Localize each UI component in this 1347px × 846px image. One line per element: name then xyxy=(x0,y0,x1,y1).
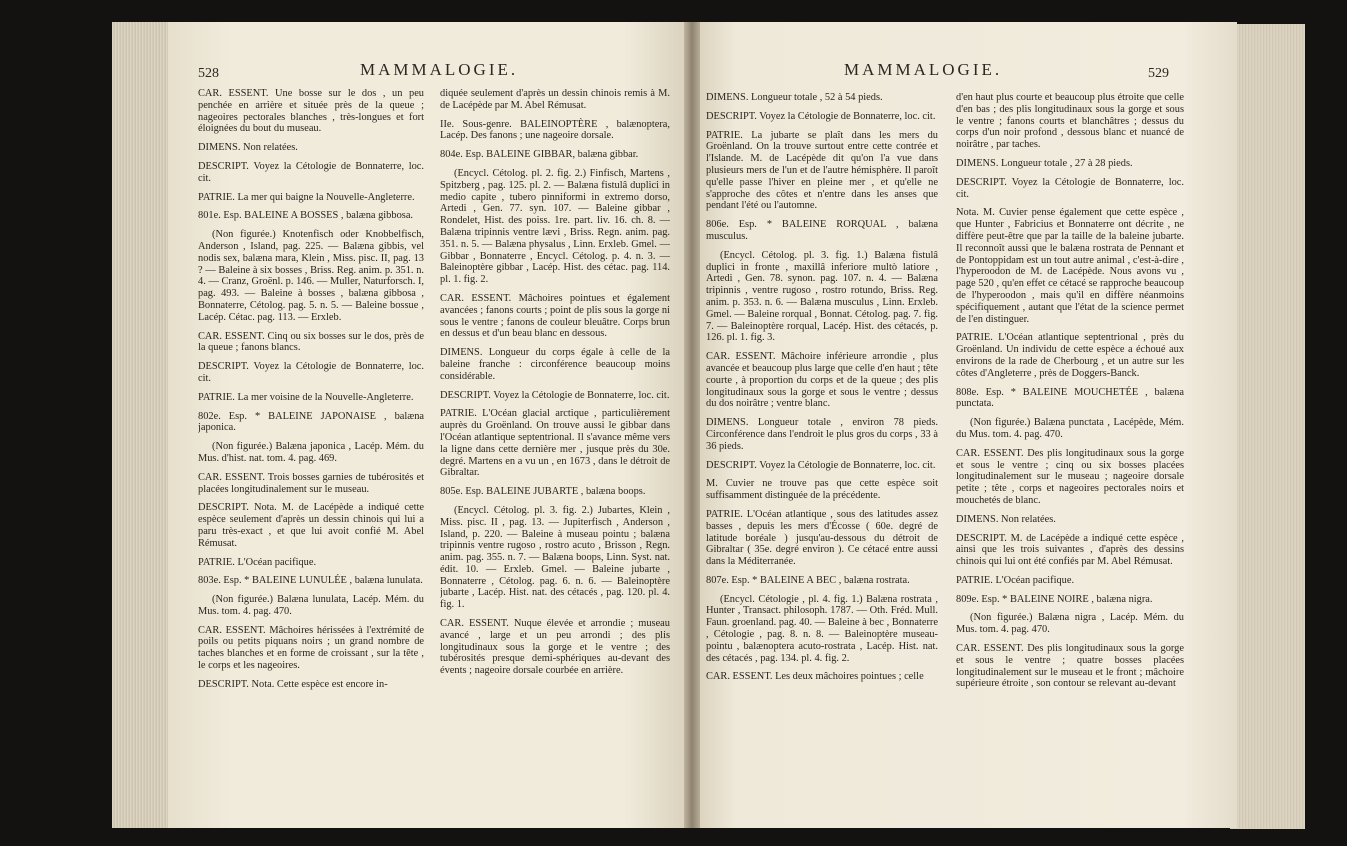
text-paragraph: DIMENS. Longueur du corps égale à celle de la baleine franche : circonférence beaucoup moins considérable. xyxy=(440,347,670,382)
text-paragraph: CAR. ESSENT. Les deux mâchoires pointues ; celle xyxy=(706,671,924,683)
text-paragraph: PATRIE. La mer voisine de la Nouvelle-Angleterre. xyxy=(198,391,414,403)
text-paragraph: PATRIE. L'Océan glacial arctique , particulièrement auprès du Groënland. On trouve aussi le gibbar dans l'Océan atlantique septentrional. Il s'avance même vers la ligne dans cette dernière mer , jusque près du 30e. degré. Martens en a vu un , en 1673 , dans le détroit de Gibraltar. xyxy=(440,408,670,479)
text-paragraph: 808e. Esp. * BALEINE MOUCHETÉE , balæna punctata. xyxy=(956,386,1184,410)
text-paragraph: (Encycl. Cétolog. pl. 2. fig. 2.) Finfisch, Martens , Spitzberg , pag. 125. pl. 2. — Balæna fistulâ duplici in medio capite , tubero pinniformi in extremo dorso, Artedi , Gen. 77. syn. 107. — Baleine gibbar , Rondelet, Hist. des poiss. 1re. part. liv. 16. ch. 8. — Balæna tripinnis ventre lævi , Briss. Regn. anim. pag. 351. n. 5. — Balæna physalus , Linn. Erxleb. Gmel. — Gibbar , Bonnaterre , Encycl. Cétolog. p. 4. n. 3. — Baleinoptère gibbar , Lacép. Hist. des cétac. pag. 114. pl. 1. fig. 2. xyxy=(440,167,670,286)
left-column-1 xyxy=(198,88,424,823)
text-paragraph: CAR. ESSENT. Mâchoires hérissées à l'extrémité de poils ou petits piquans noirs ; un grand nombre de taches blanches et en forme de croissant , sur la tête , le corps et les nageoires. xyxy=(198,624,424,672)
text-paragraph: CAR. ESSENT. Trois bosses garnies de tubérosités et placées longitudinalement sur le museau. xyxy=(198,471,424,495)
text-paragraph: 805e. Esp. BALEINE JUBARTE , balæna boops. xyxy=(440,486,646,498)
text-paragraph: (Encycl. Cétolog. pl. 3. fig. 2.) Jubartes, Klein , Miss. pisc. II , pag. 13. — Jupiterfisch , Anderson , Island, p. 220. — Baleine à museau pointu ; balæna tripinnis ventre rugoso , rostro acuto , Brisson , Regn. anim. pag. 355. n. 7. — Balæna boops, Linn. Syst. nat. édit. 10. — Erxleb. Gmel. — Baleine jubarte , Bonnaterre , Cétolog. pag. 6. n. 6. — Baleinoptère jubarte , Lacép. Hist. nat. des cétacés , pag. 120. pl. 4. fig. 1. xyxy=(440,504,670,611)
left-folio: 528 xyxy=(198,66,219,81)
text-paragraph: M. Cuvier ne trouve pas que cette espèce soit suffisamment distinguée de la précédente. xyxy=(706,478,938,502)
text-paragraph: PATRIE. La mer qui baigne la Nouvelle-Angleterre. xyxy=(198,191,415,203)
text-paragraph: (Non figurée.) Knotenfisch oder Knobbelfisch, Anderson , Island, pag. 225. — Balæna gibbis, vel nodis sex, balæna mara, Klein , Miss. pisc. II, pag. 13 ? — Baleine à six bosses , Briss. Reg. anim. p. 351. n. 4. — Cranz, Groënl. p. 146. — Muller, Naturforsch. I, pag. 493. — Baleine à bosses , balæna gibbosa , Bonnaterre, Cétolog. pag. 5. n. 5. — Baleine bossue , Lacép. Cétac. pag. 113. — Erxleb. xyxy=(198,229,424,323)
text-paragraph: 803e. Esp. * BALEINE LUNULÉE , balæna lunulata. xyxy=(198,575,423,587)
left-running-head: MAMMALOGIE. xyxy=(360,60,519,79)
text-paragraph: (Encycl. Cétolog. pl. 3. fig. 1.) Balæna fistulâ duplici in fronte , maxillâ inferiore multò latiore , Artedi , Gen. 78. synon. pag. 107. n. 4. — Balæna tripinnis , ventre rugoso , rostro rotundo, Briss. Reg. anim. p. 353. n. 6. — Balæna musculus , Linn. Erxleb. Gmel. — Baleine rorqual , Bonnat. Cétolog. pag. 7. fig. 7. — Baleinoptère rorqual, Lacép. Hist. des cétacés, p. 126. pl. 1. fig. 3. xyxy=(706,249,938,344)
text-paragraph: DESCRIPT. Voyez la Cétologie de Bonnaterre, loc. cit. xyxy=(956,176,1184,200)
text-paragraph: DESCRIPT. Nota. M. de Lacépède a indiqué cette espèce seulement d'après un dessin chinois qui lui a paru très-exact , et que lui avoit confié M. Abel Rémusat. xyxy=(198,502,424,549)
text-paragraph: DESCRIPT. Voyez la Cétologie de Bonnaterre, loc. cit. xyxy=(198,361,424,384)
text-paragraph: (Non figurée.) Balæna nigra , Lacép. Mém. du Mus. tom. 4. pag. 470. xyxy=(956,612,1184,636)
text-paragraph: CAR. ESSENT. Des plis longitudinaux sous la gorge et sous le ventre ; cinq ou six bosses placées longitudinalement sur le museau ; nageoire dorsale petite ; tête , corps et nageoires pectorales noirs et mouchetés de blanc. xyxy=(956,447,1184,506)
text-paragraph: CAR. ESSENT. Mâchoire inférieure arrondie , plus avancée et beaucoup plus large que celle d'en haut ; tête courte , à proportion du corps et de la queue ; des plis longitudinaux sous la gorge et sous le ventre ; dessus du dos noirâtre ; ventre blanc. xyxy=(706,351,938,410)
text-paragraph: DIMENS. Longueur totale , 27 à 28 pieds. xyxy=(956,157,1133,169)
text-paragraph: CAR. ESSENT. Mâchoires pointues et également avancées ; fanons courts ; point de plis sous la gorge ni sous le ventre ; fanons de couleur bleuâtre. Corps brun en dessus et d'un beau blanc en dessous. xyxy=(440,292,670,340)
page-edges-right xyxy=(1230,24,1305,829)
right-folio: 529 xyxy=(1148,66,1169,81)
text-paragraph: Nota. M. Cuvier pense également que cette espèce , que Hunter , Fabricius et Bonnaterre ont décrite , ne diffère peut-être que par la taille de la baleine jubarte. Il reconnoît aussi que le balæna rostrata de Pennant et de Pontoppidam est un tout autre animal , c'est-à-dire , l'hyperoodon de M. de Lacépède. Nous avons vu , page 520 , qu'en effet ce cétacé se rapproche beaucoup de l'hyperoodon , mais qu'il en diffère néanmoins spécifiquement , autant que l'état de la science permet de l'en distinguer. xyxy=(956,207,1184,325)
text-paragraph: DIMENS. Non relatées. xyxy=(956,513,1056,525)
text-paragraph: PATRIE. L'Océan pacifique. xyxy=(956,574,1075,586)
text-paragraph: DESCRIPT. Voyez la Cétologie de Bonnaterre, loc. cit. xyxy=(706,459,936,471)
text-paragraph: DIMENS. Non relatées. xyxy=(198,142,298,154)
book-gutter xyxy=(684,22,700,828)
text-paragraph: (Non figurée.) Balæna punctata , Lacépède, Mém. du Mus. tom. 4. pag. 470. xyxy=(956,417,1184,440)
right-column-1 xyxy=(706,92,938,827)
text-paragraph: DIMENS. Longueur totale , environ 78 pieds. Circonférence dans l'endroit le plus gros du corps , 33 à 36 pieds. xyxy=(706,417,938,452)
page-edges-left xyxy=(112,22,172,828)
text-paragraph: DESCRIPT. Voyez la Cétologie de Bonnaterre, loc. cit. xyxy=(440,389,670,401)
left-column-2 xyxy=(440,88,670,823)
text-paragraph: 804e. Esp. BALEINE GIBBAR, balæna gibbar. xyxy=(440,149,639,161)
right-column-2 xyxy=(956,92,1184,827)
text-paragraph: CAR. ESSENT. Des plis longitudinaux sous la gorge et sous le ventre ; quatre bosses placées longitudinalement sur le museau et le front ; mâchoire supérieure étroite , son contour se relevant au-devant xyxy=(956,643,1184,690)
text-paragraph: CAR. ESSENT. Une bosse sur le dos , un peu penchée en arrière et située près de la queue ; nageoires pectorales blanches , très-longues et fort éloignées du bout du museau. xyxy=(198,88,424,135)
text-paragraph: diquée seulement d'après un dessin chinois remis à M. de Lacépède par M. Abel Rémusat. xyxy=(440,88,670,111)
text-paragraph: CAR. ESSENT. Nuque élevée et arrondie ; museau avancé , large et un peu arrondi ; des plis longitudinaux sous la gorge et le ventre ; des tubérosités presque demi-sphériques au-devant des évents ; nageoire dorsale courbée en arrière. xyxy=(440,618,670,677)
text-paragraph: PATRIE. L'Océan atlantique , sous des latitudes assez basses , depuis les mers d'Écosse ( 60e. degré de latitude boréale ) jusqu'au-dessous du détroit de Gibraltar ( 35e. degré environ ). Ce cétacé entre aussi dans la Méditerranée. xyxy=(706,508,938,568)
right-running-head: MAMMALOGIE. xyxy=(844,60,1003,79)
text-paragraph: 809e. Esp. * BALEINE NOIRE , balæna nigra. xyxy=(956,593,1153,605)
text-paragraph: (Non figurée.) Balæna japonica , Lacép. Mém. du Mus. d'hist. nat. tom. 4. pag. 469. xyxy=(198,441,424,464)
text-paragraph: DESCRIPT. Nota. Cette espèce est encore in- xyxy=(198,678,388,690)
text-paragraph: DESCRIPT. Voyez la Cétologie de Bonnaterre, loc. cit. xyxy=(706,110,936,122)
text-paragraph: DESCRIPT. Voyez la Cétologie de Bonnaterre, loc. cit. xyxy=(198,160,424,184)
text-paragraph: (Non figurée.) Balæna lunulata, Lacép. Mém. du Mus. tom. 4. pag. 470. xyxy=(198,594,424,617)
text-paragraph: IIe. Sous-genre. BALEINOPTÈRE , balænoptera, Lacép. Des fanons ; une nageoire dorsale. xyxy=(440,118,670,142)
text-paragraph: d'en haut plus courte et beaucoup plus étroite que celle d'en bas ; des plis longitudinaux sous la gorge et sous le ventre ; fanons courts et blanchâtres ; dessus du corps d'un noir profond , dessous blanc et nuancé de noirâtre , par taches. xyxy=(956,92,1184,151)
text-paragraph: 806e. Esp. * BALEINE RORQUAL , balæna musculus. xyxy=(706,219,938,242)
text-paragraph: PATRIE. La jubarte se plaît dans les mers du Groënland. On la trouve surtout entre cette contrée et l'Islande. M. de Lacépède dit qu'on l'a vue dans plusieurs mers de l'un et de l'autre hémisphère. Il paroît qu'elle passe l'hiver en pleine mer , et qu'elle ne s'approche des côtes et n'entre dans les anses que pendant l'été ou l'automne. xyxy=(706,129,938,212)
text-paragraph: CAR. ESSENT. Cinq ou six bosses sur le dos, près de la queue ; fanons blancs. xyxy=(198,330,424,354)
text-paragraph: PATRIE. L'Océan atlantique septentrional , près du Groënland. Un individu de cette espèce a échoué aux environs de la rade de Cherbourg , et un autre sur les côtes d'Angleterre , près de Doggers-Banck. xyxy=(956,332,1184,379)
text-paragraph: 801e. Esp. BALEINE A BOSSES , balæna gibbosa. xyxy=(198,210,414,222)
text-paragraph: (Encycl. Cétologie , pl. 4. fig. 1.) Balæna rostrata , Hunter , Transact. philosoph. 1787. — Oth. Fréd. Mull. Faun. groenland. pag. 40. — Baleine à bec , Bonnaterre , Cétologie , pag. 8. n. 8. — Baleinoptère museau-pointu , balænoptera acuto-rostrata , Lacép. Hist. nat. des cétacés , pag. 134. pl. 4. fig. 2. xyxy=(706,593,938,664)
text-paragraph: PATRIE. L'Océan pacifique. xyxy=(198,556,317,568)
text-paragraph: DIMENS. Longueur totale , 52 à 54 pieds. xyxy=(706,92,883,103)
text-paragraph: DESCRIPT. M. de Lacépède a indiqué cette espèce , ainsi que les trois suivantes , d'après des dessins chinois qui lui ont été confiés par M. Abel Rémusat. xyxy=(956,532,1184,568)
text-paragraph: 802e. Esp. * BALEINE JAPONAISE , balæna japonica. xyxy=(198,410,424,434)
text-paragraph: 807e. Esp. * BALEINE A BEC , balæna rostrata. xyxy=(706,574,910,586)
